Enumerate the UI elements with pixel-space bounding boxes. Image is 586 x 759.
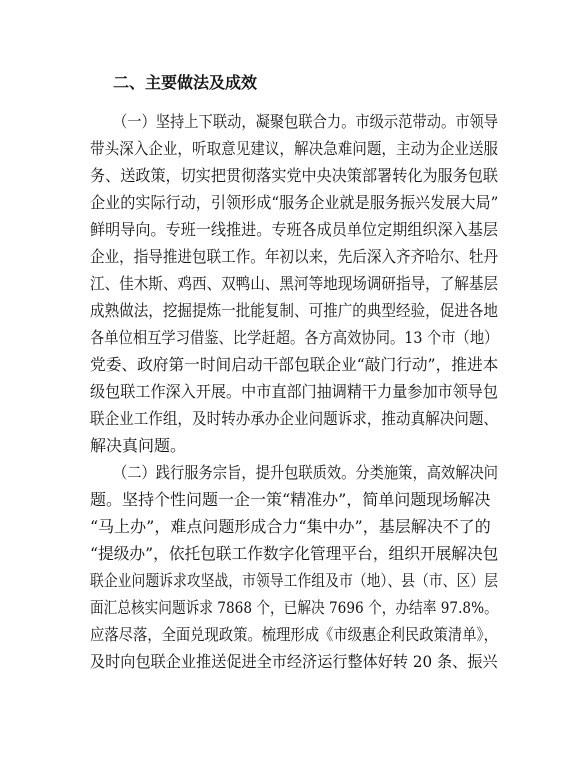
paragraph-line: 务、送政策，切实把贯彻落实党中央决策部署转化为服务包联 (90, 166, 499, 185)
paragraph-line: 联企业问题诉求攻坚战，市领导工作组及市（地）、县（市、区）层 (90, 571, 499, 590)
paragraph-line: 联企业工作组，及时转办承办企业问题诉求，推动真解决问题、 (90, 409, 499, 428)
paragraph-line: 企业，指导推进包联工作。年初以来，先后深入齐齐哈尔、牡丹 (90, 247, 499, 266)
section-heading: 二、主要做法及成效 (113, 73, 258, 92)
paragraph-line: 解决真问题。 (90, 436, 187, 455)
paragraph-line: 各单位相互学习借鉴、比学赶超。各方高效协同。13 个市（地） (90, 328, 499, 347)
paragraph-line: 成熟做法，挖掘提炼一批能复制、可推广的典型经验，促进各地 (90, 301, 499, 320)
paragraph-line: 带头深入企业，听取意见建议，解决急难问题，主动为企业送服 (90, 139, 499, 158)
paragraph-line: （二）践行服务宗旨，提升包联质效。分类施策，高效解决问 (113, 463, 499, 482)
paragraph-line: 题。坚持个性问题一企一策“精准办”，简单问题现场解决 (90, 490, 491, 509)
paragraph-line: 应落尽落，全面兑现政策。梳理形成《市级惠企利民政策清单》， (90, 625, 499, 644)
paragraph-line: 面汇总核实问题诉求 7868 个，已解决 7696 个，办结率 97.8%。 (90, 598, 498, 617)
paragraph-line: “马上办”，难点问题形成合力“集中办”，基层解决不了的 (90, 517, 491, 536)
paragraph-line: 企业的实际行动，引领形成“服务企业就是服务振兴发展大局” (90, 193, 499, 212)
paragraph-line: “提级办”，依托包联工作数字化管理平台，组织开展解决包 (90, 544, 499, 563)
paragraph-line: （一）坚持上下联动，凝聚包联合力。市级示范带动。市领导 (113, 112, 499, 131)
paragraph-line: 及时向包联企业推送促进全市经济运行整体好转 20 条、振兴 (90, 652, 498, 671)
paragraph-line: 级包联工作深入开展。中市直部门抽调精干力量参加市领导包 (90, 382, 499, 401)
paragraph-line: 鲜明导向。专班一线推进。专班各成员单位定期组织深入基层 (90, 220, 499, 239)
paragraph-line: 党委、政府第一时间启动干部包联企业“敲门行动”，推进本 (90, 355, 499, 374)
paragraph-line: 江、佳木斯、鸡西、双鸭山、黑河等地现场调研指导，了解基层 (90, 274, 499, 293)
